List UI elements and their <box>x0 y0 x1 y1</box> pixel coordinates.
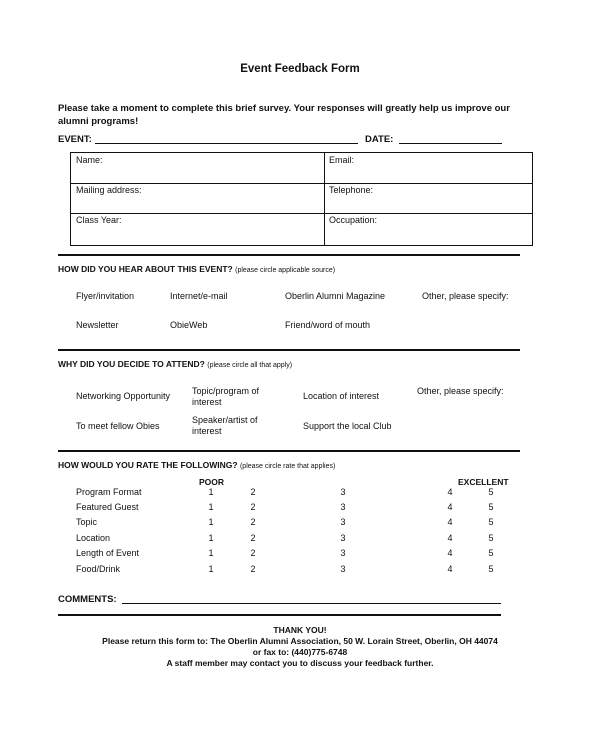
section-divider <box>58 254 520 256</box>
rating-item-label: Featured Guest <box>76 502 139 512</box>
attend-option[interactable]: Location of interest <box>303 391 380 401</box>
return-address-text: Please return this form to: The Oberlin Alumni Association, 50 W. Lorain Street, Oberlin, OH 44074 <box>102 636 498 646</box>
rating-option[interactable]: 3 <box>340 548 346 558</box>
rating-option[interactable]: 2 <box>250 487 256 497</box>
rating-option[interactable]: 5 <box>488 517 494 527</box>
rating-option[interactable]: 4 <box>447 487 453 497</box>
rating-option[interactable]: 5 <box>488 548 494 558</box>
comments-line <box>58 614 501 616</box>
intro-text: Please take a moment to complete this brief survey. Your responses will greatly help us improve our alumni programs! <box>58 103 510 127</box>
rating-option[interactable]: 2 <box>250 548 256 558</box>
rating-option[interactable]: 4 <box>447 548 453 558</box>
rating-option[interactable]: 1 <box>208 564 214 574</box>
hear-option[interactable]: Flyer/invitation <box>76 291 135 301</box>
comments-label: COMMENTS: <box>58 594 117 605</box>
rate-heading <box>58 460 335 470</box>
rating-option[interactable]: 4 <box>447 533 453 543</box>
rating-option[interactable]: 3 <box>340 533 346 543</box>
rating-option[interactable]: 3 <box>340 517 346 527</box>
rating-option[interactable]: 3 <box>340 487 346 497</box>
attend-note: (please circle all that apply) <box>207 362 293 369</box>
date-label: DATE: <box>365 134 394 145</box>
contact-note-text: A staff member may contact you to discuss your feedback further. <box>166 658 434 668</box>
attend-option[interactable]: Other, please specify: <box>417 386 504 396</box>
name-field[interactable]: Name: <box>76 155 103 165</box>
hear-option[interactable]: Oberlin Alumni Magazine <box>285 291 386 301</box>
hear-option[interactable]: Friend/word of mouth <box>285 320 371 330</box>
contact-info-box <box>70 152 533 246</box>
section-divider <box>58 450 520 452</box>
section-divider <box>58 349 520 351</box>
rating-item-label: Length of Event <box>76 548 140 558</box>
rating-option[interactable]: 1 <box>208 487 214 497</box>
hear-heading-text: HOW DID YOU HEAR ABOUT THIS EVENT? <box>58 264 233 274</box>
rating-option[interactable]: 1 <box>208 533 214 543</box>
rating-item-label: Food/Drink <box>76 564 121 574</box>
rating-option[interactable]: 4 <box>447 564 453 574</box>
event-label: EVENT: <box>58 134 92 145</box>
hear-option[interactable]: Newsletter <box>76 320 119 330</box>
rating-option[interactable]: 1 <box>208 517 214 527</box>
hear-option[interactable]: ObieWeb <box>170 320 208 330</box>
rating-option[interactable]: 2 <box>250 533 256 543</box>
attend-option[interactable]: To meet fellow Obies <box>76 421 160 431</box>
hear-option[interactable]: Other, please specify: <box>422 291 509 301</box>
row-divider <box>71 183 532 184</box>
rating-option[interactable]: 2 <box>250 564 256 574</box>
row-divider <box>71 213 532 214</box>
fax-text: or fax to: (440)775-6748 <box>252 647 348 657</box>
attend-heading-text: WHY DID YOU DECIDE TO ATTEND? <box>58 359 205 369</box>
rating-item-label: Program Format <box>76 487 142 497</box>
column-divider <box>324 153 325 245</box>
rating-option[interactable]: 4 <box>447 502 453 512</box>
occupation-field[interactable]: Occupation: <box>329 215 378 225</box>
rating-option[interactable]: 2 <box>250 502 256 512</box>
rate-heading-text: HOW WOULD YOU RATE THE FOLLOWING? <box>58 460 238 470</box>
rating-option[interactable]: 5 <box>488 487 494 497</box>
attend-option[interactable]: Speaker/artist of interest <box>192 415 258 436</box>
rating-option[interactable]: 5 <box>488 502 494 512</box>
attend-option[interactable]: Topic/program of interest <box>192 386 260 407</box>
rating-option[interactable]: 3 <box>340 564 346 574</box>
rating-option[interactable]: 1 <box>208 548 214 558</box>
date-field[interactable] <box>399 143 502 144</box>
email-field[interactable]: Email: <box>329 155 355 165</box>
attend-option[interactable]: Support the local Club <box>303 421 392 431</box>
rating-option[interactable]: 5 <box>488 533 494 543</box>
rate-note: (please circle rate that applies) <box>239 463 336 470</box>
form-title: Event Feedback Form <box>240 63 360 75</box>
hear-option[interactable]: Internet/e-mail <box>170 291 228 301</box>
rating-item-label: Topic <box>76 517 98 527</box>
attend-heading <box>58 359 292 369</box>
excellent-label: EXCELLENT <box>458 477 509 487</box>
comments-field[interactable] <box>122 603 501 604</box>
poor-label: POOR <box>199 477 225 487</box>
telephone-field[interactable]: Telephone: <box>329 185 374 195</box>
rating-item-label: Location <box>76 533 111 543</box>
thank-you-text: THANK YOU! <box>273 625 327 635</box>
hear-heading <box>58 264 335 274</box>
rating-option[interactable]: 2 <box>250 517 256 527</box>
attend-option[interactable]: Networking Opportunity <box>76 391 171 401</box>
rating-option[interactable]: 1 <box>208 502 214 512</box>
rating-option[interactable]: 4 <box>447 517 453 527</box>
event-field[interactable] <box>95 143 358 144</box>
rating-option[interactable]: 3 <box>340 502 346 512</box>
hear-note: (please circle applicable source) <box>235 267 336 274</box>
rating-option[interactable]: 5 <box>488 564 494 574</box>
mailing-address-field[interactable]: Mailing address: <box>76 185 142 195</box>
class-year-field[interactable]: Class Year: <box>76 215 122 225</box>
